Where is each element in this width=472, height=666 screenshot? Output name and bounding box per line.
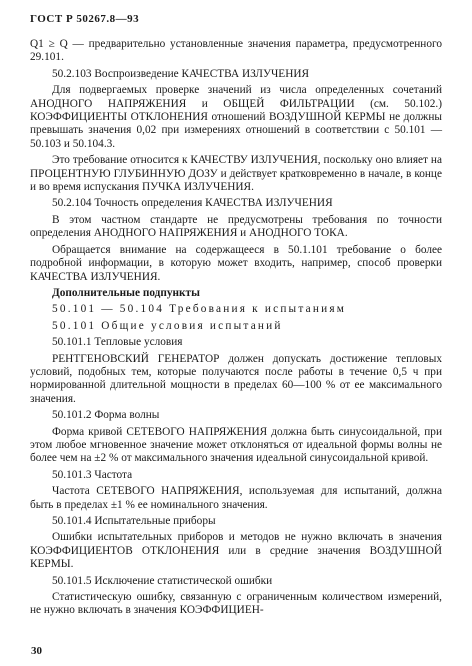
section-heading: 50.101.5 Исключение статистической ошибки: [52, 574, 273, 587]
section-heading: 50.101.1 Тепловые условия: [52, 336, 183, 349]
paragraph: Обращается внимание на содержащееся в 50.1.101 требование о более подробной информации, в которую может входить, например, способ проверки КАЧЕСТВА ИЗЛУЧЕНИЯ.: [30, 243, 442, 283]
document-header: ГОСТ Р 50267.8—93: [30, 13, 140, 25]
section-heading: 50.101.4 Испытательные приборы: [52, 515, 216, 527]
section-heading: 50.101 Общие условия испытаний: [52, 319, 283, 332]
paragraph: Форма кривой СЕТЕВОГО НАПРЯЖЕНИЯ должна быть синусоидальной, при этом любое мгновенное значение может отклоняться от идеальной формы волны не более чем на ±2 % от максимального значения идеальной синусоидальной кривой.: [30, 425, 442, 465]
subsection-title: Дополнительные подпункты: [52, 286, 200, 299]
section-heading: 50.101 — 50.104 Требования к испытаниям: [52, 303, 347, 316]
paragraph: Ошибки испытательных приборов и методов не нужно включать в значения КОЭФФИЦИЕНТОВ ОТКЛОНЕНИЯ или в средние значения ВОЗДУШНОЙ КЕРМЫ.: [30, 531, 442, 571]
page-number: 30: [31, 645, 42, 657]
paragraph: В этом частном стандарте не предусмотрены требования по точности определения АНОДНОГО НАПРЯЖЕНИЯ и АНОДНОГО ТОКА.: [30, 213, 442, 240]
section-heading: 50.101.2 Форма волны: [52, 409, 160, 422]
paragraph: РЕНТГЕНОВСКИЙ ГЕНЕРАТОР должен допускать достижение тепловых условий, подобных тем, которые получаются после работы в течение 0,5 ч при нормированной длительной мощности в пределах 60—100 % от ее максимального значения.: [30, 352, 442, 405]
paragraph: Частота СЕТЕВОГО НАПРЯЖЕНИЯ, используемая для испытаний, должна быть в пределах ±1 % ее номинального значения.: [30, 485, 442, 511]
section-heading: 50.101.3 Частота: [52, 468, 133, 481]
document-body: [30, 38, 442, 621]
paragraph: Это требование относится к КАЧЕСТВУ ИЗЛУЧЕНИЯ, поскольку оно влияет на ПРОЦЕНТНУЮ ГЛУБИННУЮ ДОЗУ и действует кратковременно в начале, в конце и во время испускания ПУЧКА ИЗЛУЧЕНИЯ.: [30, 154, 442, 194]
formula-line: Q1 ≥ Q — предварительно установленные значения параметра, предусмотренного 29.101.: [30, 38, 442, 64]
paragraph: Для подвергаемых проверке значений из числа определенных сочетаний АНОДНОГО НАПРЯЖЕНИЯ и ОБЩЕЙ ФИЛЬТРАЦИИ (см. 50.102.) КОЭФФИЦИЕНТЫ ОТКЛОНЕНИЯ отношений ВОЗДУШНОЙ КЕРМЫ не должны превышать значения 0,02 при измерениях отношений в соответствии с 50.101 — 50.103 и 50.104.3.: [30, 84, 442, 150]
section-heading: 50.2.103 Воспроизведение КАЧЕСТВА ИЗЛУЧЕНИЯ: [52, 67, 310, 80]
paragraph: Статистическую ошибку, связанную с ограниченным количеством измерений, не нужно включать в значения КОЭФФИЦИЕН-: [30, 591, 442, 617]
section-heading: 50.2.104 Точность определения КАЧЕСТВА ИЗЛУЧЕНИЯ: [52, 197, 333, 210]
